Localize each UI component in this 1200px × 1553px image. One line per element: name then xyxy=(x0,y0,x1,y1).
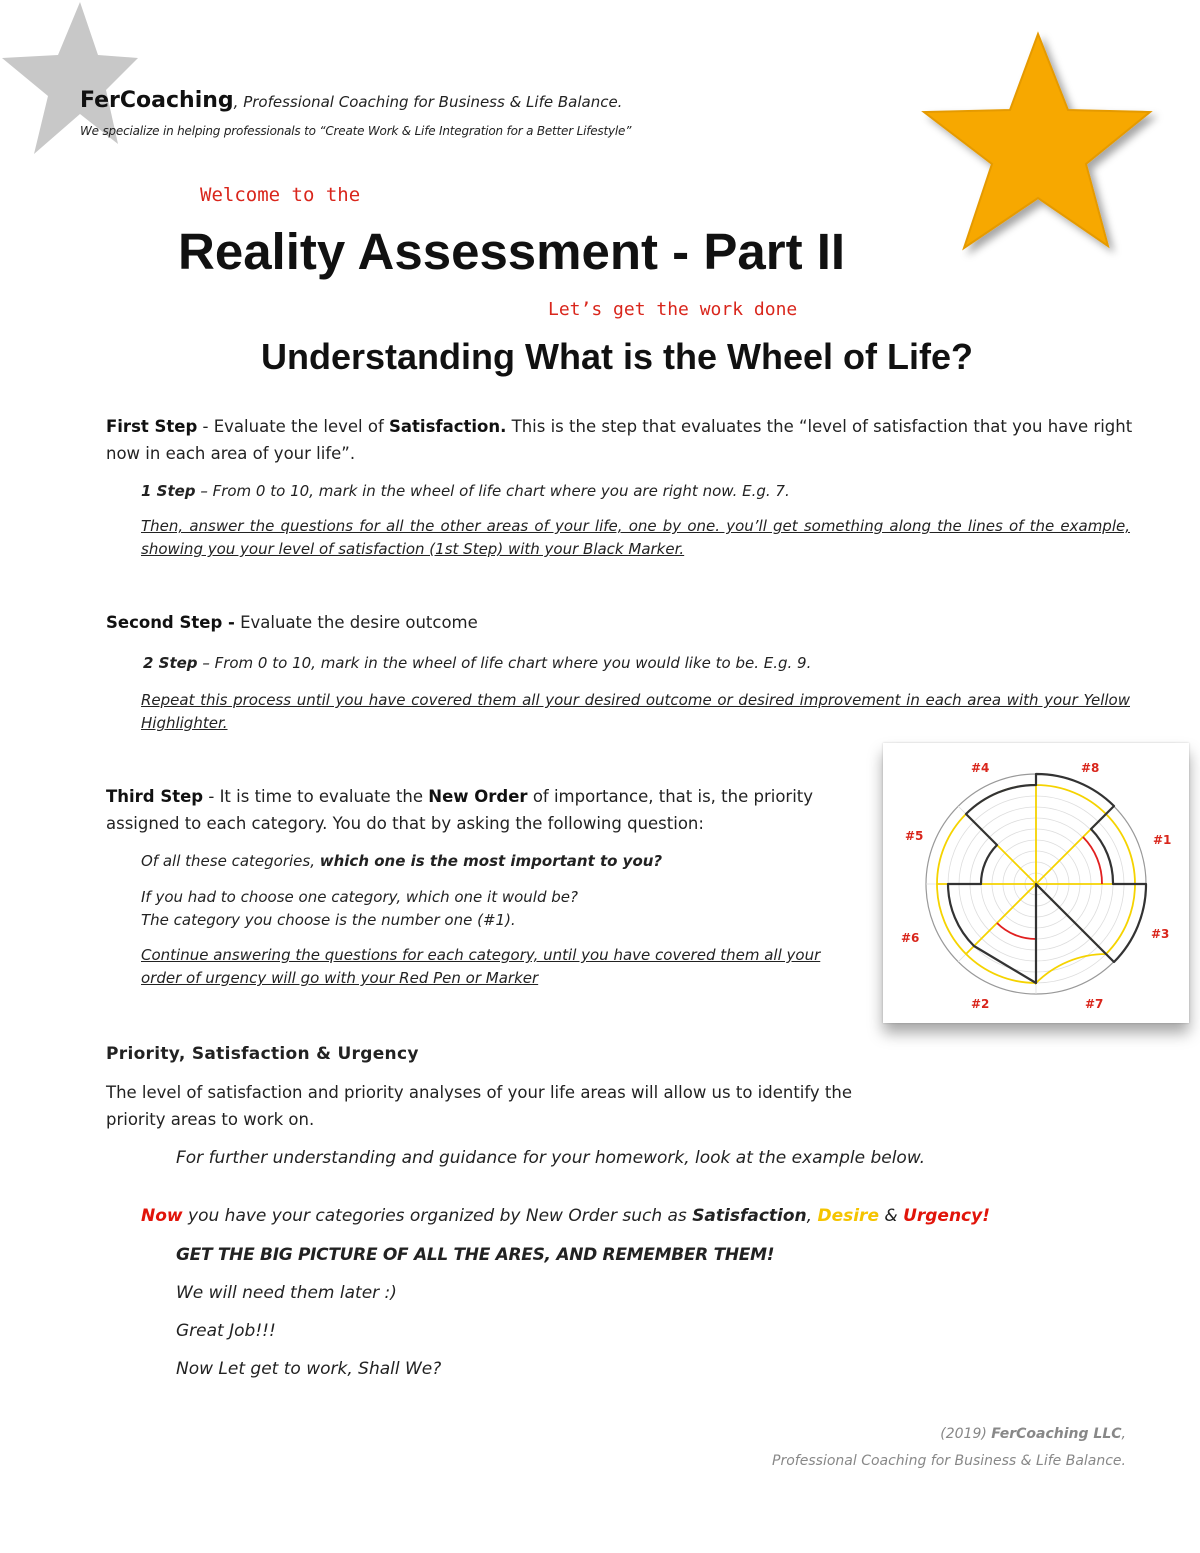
wheel-label-6: #6 xyxy=(901,931,920,945)
second-step-note: Repeat this process until you have covered them all your desired outcome or desired improvement in each area with your Yellow Highlighter. xyxy=(141,691,1130,732)
third-step-question xyxy=(141,850,861,872)
second-step-text: Evaluate the desire outcome xyxy=(234,613,478,632)
wheel-label-5: #5 xyxy=(905,829,924,843)
now-word: Now xyxy=(141,1206,183,1226)
footer-year: (2019) xyxy=(940,1426,992,1442)
great-job-text: Great Job!!! xyxy=(176,1321,276,1341)
priority-heading: Priority, Satisfaction & Urgency xyxy=(106,1044,419,1064)
third-step-paragraph xyxy=(106,783,866,837)
urgency-label: Urgency! xyxy=(903,1206,990,1226)
priority-text: The level of satisfaction and priority analyses of your life areas will allow us to identify the priority areas to work on. xyxy=(106,1083,852,1129)
footer-line-2: Professional Coaching for Business & Life Balance. xyxy=(772,1453,1126,1469)
new-order-word: New Order xyxy=(428,787,528,806)
step-2-label: 2 Step xyxy=(143,654,198,672)
page-subtitle: Let’s get the work done xyxy=(548,299,798,320)
first-step-label: First Step xyxy=(106,417,198,436)
third-step-text-a: - It is time to evaluate the xyxy=(203,787,429,806)
wheel-label-7: #7 xyxy=(1085,997,1104,1011)
tagline: We specialize in helping professionals to “Create Work & Life Integration for a Better Lifestyle” xyxy=(80,124,632,138)
welcome-text: Welcome to the xyxy=(200,184,361,206)
brand-description: , Professional Coaching for Business & Life Balance. xyxy=(233,93,623,111)
brand-name: FerCoaching xyxy=(80,88,234,113)
third-step-label: Third Step xyxy=(106,787,204,806)
first-step-text-a: - Evaluate the level of xyxy=(197,417,390,436)
footer-line-1 xyxy=(940,1426,1126,1442)
question-text-b: which one is the most important to you? xyxy=(319,852,663,870)
desire-label: Desire xyxy=(817,1206,879,1226)
page-title: Reality Assessment - Part II xyxy=(178,223,846,280)
now-text: you have your categories organized by New Order such as xyxy=(182,1206,693,1226)
now-line xyxy=(141,1206,990,1226)
first-step-text-b: This is the step that evaluates the “level of satisfaction that you have right now in each area of your life”. xyxy=(106,417,1133,463)
later-text: We will need them later :) xyxy=(176,1283,397,1303)
second-step-paragraph xyxy=(106,609,1006,636)
footer-company: FerCoaching LLC xyxy=(991,1426,1122,1442)
comma-sep: , xyxy=(806,1206,818,1226)
step-1-instruction xyxy=(141,480,1041,502)
third-step-text-b: of importance, that is, the priority assigned to each category. You do that by asking the following question: xyxy=(106,787,814,833)
third-step-line-2: The category you choose is the number one (#1). xyxy=(141,911,516,929)
second-step-label: Second Step - xyxy=(106,613,235,632)
wheel-of-life-image xyxy=(883,743,1189,1023)
wheel-label-2: #2 xyxy=(971,997,990,1011)
first-step-paragraph xyxy=(106,413,1136,467)
wheel-label-3: #3 xyxy=(1151,927,1170,941)
step-1-text: – From 0 to 10, mark in the wheel of life chart where you are right now. E.g. 7. xyxy=(195,482,790,500)
big-picture-text: GET THE BIG PICTURE OF ALL THE ARES, AND REMEMBER THEM! xyxy=(176,1245,775,1265)
satisfaction-word: Satisfaction. xyxy=(389,417,507,436)
step-2-instruction xyxy=(143,652,1043,674)
first-step-note: Then, answer the questions for all the other areas of your life, one by one. you’ll get something along the lines of the example, showing you your level of satisfaction (1st Step) with your Black Marker. xyxy=(141,517,1130,558)
footer-comma: , xyxy=(1121,1426,1126,1442)
gold-star-icon xyxy=(918,30,1168,270)
wheel-label-4: #4 xyxy=(971,761,990,775)
amp-sep: & xyxy=(878,1206,904,1226)
step-2-text: – From 0 to 10, mark in the wheel of life chart where you would like to be. E.g. 9. xyxy=(197,654,812,672)
lets-go-text: Now Let get to work, Shall We? xyxy=(176,1359,442,1379)
step-1-label: 1 Step xyxy=(141,482,196,500)
third-step-note: Continue answering the questions for each category, until you have covered them all your order of urgency will go with your Red Pen or Marker xyxy=(141,946,821,987)
wheel-label-1: #1 xyxy=(1153,833,1172,847)
wheel-label-8: #8 xyxy=(1081,761,1100,775)
third-step-line-1: If you had to choose one category, which one it would be? xyxy=(141,888,578,906)
satisfaction-label: Satisfaction xyxy=(692,1206,807,1226)
brand-line xyxy=(80,88,622,113)
wheel-of-life-chart xyxy=(883,743,1189,1023)
question-text-a: Of all these categories, xyxy=(141,852,320,870)
guidance-text: For further understanding and guidance for your homework, look at the example below. xyxy=(176,1148,926,1168)
section-heading: Understanding What is the Wheel of Life? xyxy=(260,336,973,377)
